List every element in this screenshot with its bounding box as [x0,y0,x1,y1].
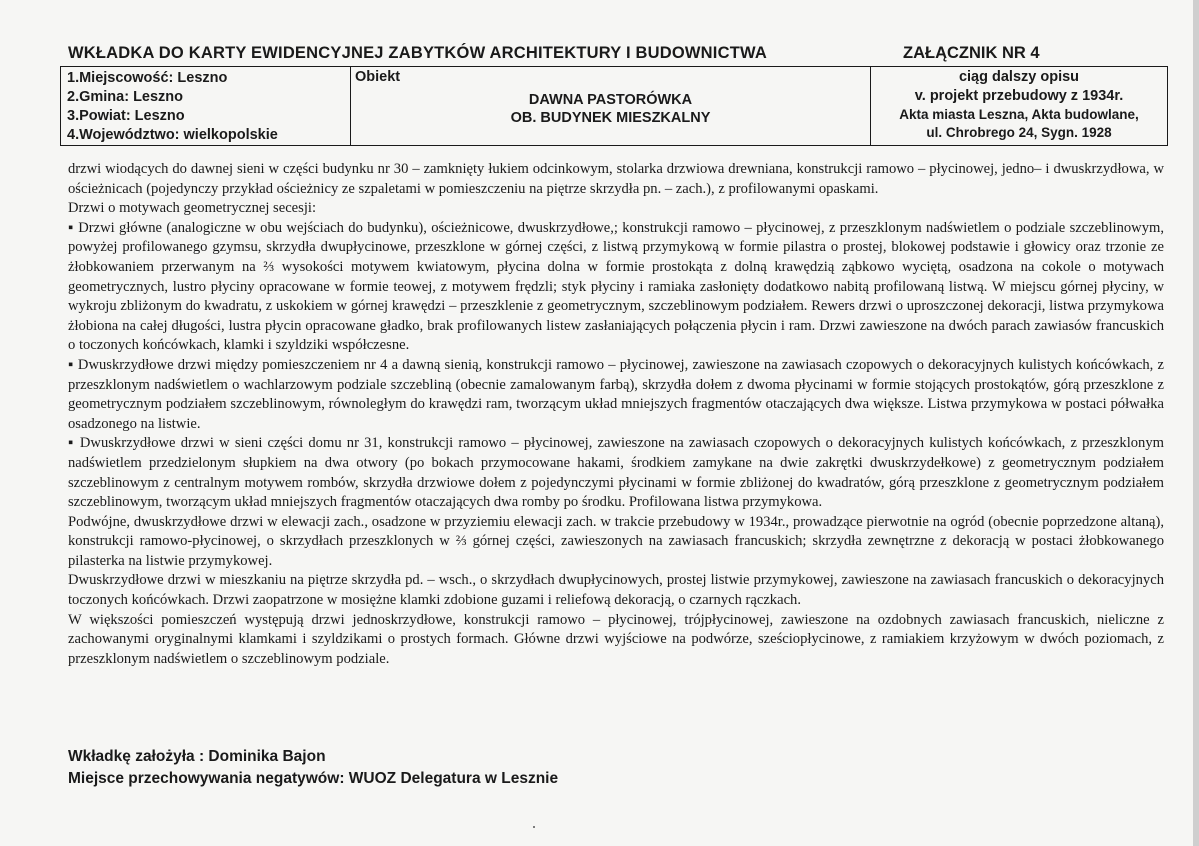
object-cell [351,67,871,146]
body-paragraph: ▪ Drzwi główne (analogiczne w obu wejściach do budynku), ościeżnicowe, dwuskrzydłowe,; konstrukcji ramowo – płycinowej, z przeszklonym nadświetlem o podziale szczeblinowym, powyżej profilowanego gzymsu, skrzydła dwupłycinowe, przeszklone w górnej części, z listwą przymykową w formie pilastra o prostej, blokowej podstawie i głowicy oraz trzonie ze żłobkowaniem przerwanym na ⅔ wysokości motywem kwiatowym, płycina dolna w formie prostokąta z dolną krawędzią ząbkowo wyciętą, osadzona na cokole o motywach geometrycznych, lustro płyciny opracowane w formie teowej, z motywem frędzli; styk płyciny i ramiaka zasłonięty dodatkowo nabitą profilowaną listwą. W miejscu górnej płyciny, w wykroju zbliżonym do kwadratu, z uskokiem w górnej krawędzi – przeszklenie z geometrycznym, szczeblinowym podziałem. Rewers drzwi o uproszczonej dekoracji, listwa przymykowa żłobiona na całej długości, lustra płycin opracowane gładko, brak profilowanych listew zasłaniających połączenia płycin i ram. Drzwi zawieszone na dwóch parach zawiasów francuskich o toczonych końcówkach, klamki i szyldziki współczesne. [68,219,1164,354]
document-title: WKŁADKA DO KARTY EWIDENCYJNEJ ZABYTKÓW ARCHITEKTURY I BUDOWNICTWA [68,44,767,62]
county-field: 3.Powiat: Leszno [67,108,185,124]
body-paragraph: drzwi wiodących do dawnej sieni w części budynku nr 30 – zamknięty łukiem odcinkowym, stolarka drzwiowa drewniana, konstrukcji ramowo – płycinowej, jedno– i dwuskrzydłowa, w ościeżnicach (pojedynczy przykład ościeżnicy ze szpaletami w pomieszczeniu na piętrze skrzydła pn. – zach.), z profilowanymi opaskami. [68,161,1164,197]
body-paragraph: W większości pomieszczeń występują drzwi jednoskrzydłowe, konstrukcji ramowo – płycinowej, trójpłycinowej, zawieszone na ozdobnych zawiasach francuskich, nieliczne z zachowanymi oryginalnymi klamkami i szyldzikami o prostych formach. Główne drzwi wyjściowe na podwórze, sześciopłycinowe, z ramiakiem krzyżowym w dwóch poziomach, z przeszklonym nadświetlem o szczeblinowym podziale. [68,611,1164,667]
body-paragraph: ▪ Dwuskrzydłowe drzwi między pomieszczeniem nr 4 a dawną sienią, konstrukcji ramowo – płycinowej, zawieszone na zawiasach czopowych o dekoracyjnych kulistych końcówkach, z przeszklonym nadświetlem o wachlarzowym podziale szczebliną (obecnie zamalowanym farbą), skrzydła dołem z dwoma płycinami w formie stojących prostokątów, górą przeszklone z geometrycznym podziałem szczeblinowym, równoległym do krawędzi ram, tworzącym układ mniejszych fragmentów otaczających dwa większe. Listwa przymykowa w postaci półwałka osadzonego na listwie. [68,356,1164,432]
scan-edge [1193,0,1199,846]
description-line3: Akta miasta Leszna, Akta budowlane, [899,107,1139,122]
place-field: 1.Miejscowość: Leszno [67,70,228,86]
annex-number: ZAŁĄCZNIK NR 4 [903,44,1040,62]
body-text [68,160,1164,669]
negatives-location-line: Miejsce przechowywania negatywów: WUOZ Delegatura w Lesznie [68,770,559,787]
object-name-line1: DAWNA PASTORÓWKA [528,92,693,108]
commune-field: 2.Gmina: Leszno [67,89,184,105]
object-label: Obiekt [355,69,401,85]
description-line2: v. projekt przebudowy z 1934r. [914,88,1124,104]
description-cell [871,67,1168,146]
location-cell [61,67,351,146]
info-table [60,66,1168,146]
body-paragraph: ▪ Dwuskrzydłowe drzwi w sieni części domu nr 31, konstrukcji ramowo – płycinowej, zawieszone na zawiasach czopowych o dekoracyjnych kulistych końcówkach, z przeszklonym nadświetlem przedzielonym słupkiem na dwa otwory (po bokach przymocowane hakami, środkiem zamykane na dwie zakrętki dwuskrzydełkowe) z geometrycznym podziałem szczeblinowym z centralnym motywem rombów, skrzydła drzwiowe dołem z pojedynczymi płycinami w formie zbliżonej do kwadratów, górą przeszklone z geometrycznym podziałem szczeblinowym, tworzącym układ mniejszych fragmentów otaczających dwa romby po środku. Profilowana listwa przymykowa. [68,435,1164,511]
scan-speck [533,826,535,828]
body-paragraph: Podwójne, dwuskrzydłowe drzwi w elewacji zach., osadzone w przyziemiu elewacji zach. w trakcie przebudowy w 1934r., prowadzące pierwotnie na ogród (obecnie poprzedzone altaną), konstrukcji ramowo-płycinowej, o skrzydłach przeszklonych w ⅔ górnej części, zawieszonych na zawiasach francuskich; skrzydła zewnętrzne z dekoracją w postaci żłobkowanego pilasterka na listwie przymykowej. [68,513,1164,569]
description-line4: ul. Chrobrego 24, Sygn. 1928 [926,125,1112,140]
author-line: Wkładkę założyła : Dominika Bajon [68,748,326,765]
description-line1: ciąg dalszy opisu [958,69,1080,85]
body-paragraph: Drzwi o motywach geometrycznej secesji: [68,200,317,217]
body-paragraph: Dwuskrzydłowe drzwi w mieszkaniu na piętrze skrzydła pd. – wsch., o skrzydłach dwupłycinowych, prostej listwie przymykowej, zawieszone na zawiasach francuskich o dekoracyjnych toczonych końcówkach. Drzwi zaopatrzone w mosiężne klamki zdobione guzami i reliefową dekoracją, o czarnych rączkach. [68,572,1164,609]
object-name-line2: OB. BUDYNEK MIESZKALNY [510,110,711,126]
voivodeship-field: 4.Województwo: wielkopolskie [67,127,278,143]
